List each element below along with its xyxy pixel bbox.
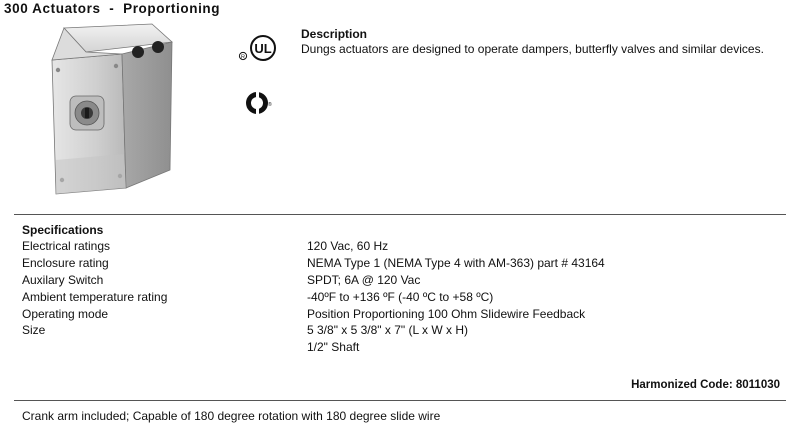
spec-value: -40ºF to +136 ºF (-40 ºC to +58 ºC) [307,290,494,304]
description-text: Dungs actuators are designed to operate dampers, butterfly valves and similar devices. [301,42,764,56]
svg-text:®: ® [268,102,272,108]
spec-row [0,307,800,323]
svg-text:R: R [241,54,245,61]
harmonized-code: Harmonized Code: 8011030 [631,379,780,391]
spec-row [0,340,800,356]
spec-row [0,290,800,306]
spec-row [0,273,800,289]
spec-row [0,256,800,272]
spec-value: 5 3/8" x 5 3/8" x 7" (L x W x H) [307,323,469,337]
spec-value: 120 Vac, 60 Hz [307,239,389,253]
specifications-heading: Specifications [22,223,104,237]
spec-label: Operating mode [22,307,109,321]
spec-value: NEMA Type 1 (NEMA Type 4 with AM-363) part # 43164 [307,256,605,270]
spec-label: Ambient temperature rating [22,290,168,304]
csa-certified-icon [244,89,274,117]
spec-label: Size [22,323,46,337]
spec-value: 1/2" Shaft [307,340,360,354]
spec-label: Auxilary Switch [22,273,104,287]
description-heading: Description [301,27,368,41]
spec-value: Position Proportioning 100 Ohm Slidewire Feedback [307,307,586,321]
page-title: 300 Actuators - Proportioning [4,1,221,16]
spec-label: Electrical ratings [22,239,111,253]
spec-label: Enclosure rating [22,256,109,270]
footnote-text: Crank arm included; Capable of 180 degree rotation with 180 degree slide wire [22,409,441,423]
footer-divider [14,400,786,401]
section-divider [14,214,786,215]
spec-row [0,323,800,339]
actuator-image [34,20,174,196]
spec-row [0,239,800,255]
ul-listed-icon [238,34,278,64]
svg-text:UL: UL [254,41,272,56]
spec-value: SPDT; 6A @ 120 Vac [307,273,421,287]
